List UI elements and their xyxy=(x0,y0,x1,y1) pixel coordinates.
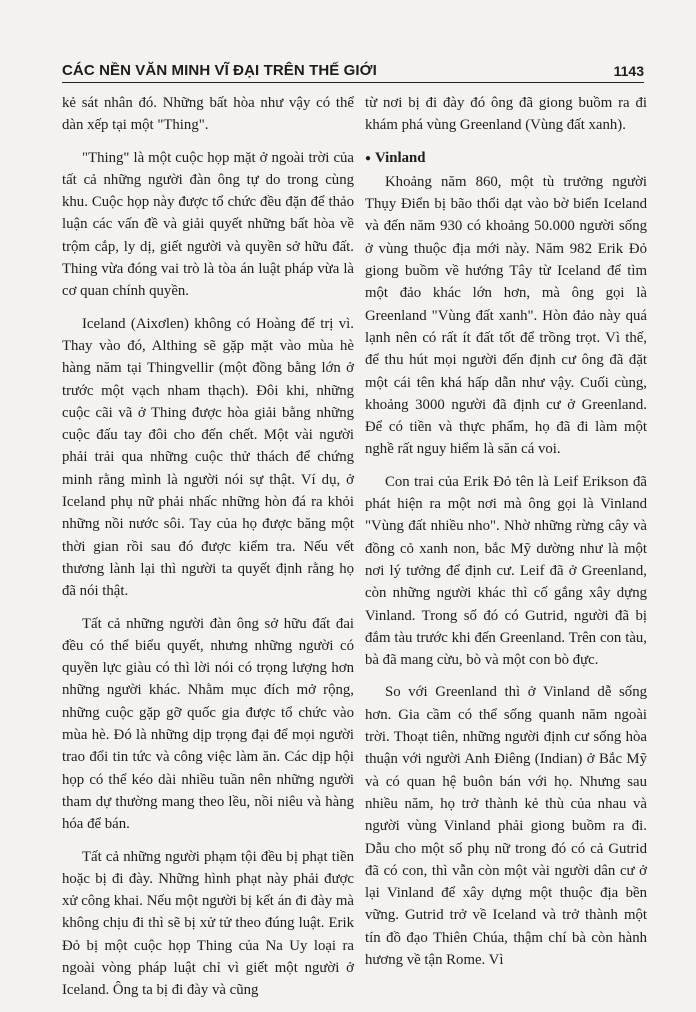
running-title: CÁC NỀN VĂN MINH VĨ ĐẠI TRÊN THẾ GIỚI xyxy=(62,62,377,79)
paragraph: Tất cả những người phạm tội đều bị phạt tiền hoặc bị đi đày. Những hình phạt này phải được xử công khai. Nếu một người bị kết án đi đày mà không chịu đi thì sẽ bị xử tử theo đúng luật. Erik Đỏ bị một cuộc họp Thing của Na Uy loại ra ngoài vòng pháp luật chỉ vì giết một người ở Iceland. Ông ta bị đi đày và cũng xyxy=(62,848,354,999)
paragraph: Con trai của Erik Đỏ tên là Leif Erikson đã phát hiện ra một nơi mà ông gọi là Vinland "Vùng đất nhiều nho". Nhờ những rừng cây và đồng cỏ xanh non, bắc Mỹ dường như là một nơi lý tưởng để định cư. Leif đã ở Greenland, còn những người khác thì cố gắng xây dựng Vinland. Trong số đó có Gutrid, người đã bị đắm tàu trước khi đến Greenland. Trên con tàu, bà đã mang cừu, bò và một con bò đực. xyxy=(365,473,647,669)
right-column xyxy=(365,92,647,981)
paragraph: Tất cả những người đàn ông sở hữu đất đai đều có thể biểu quyết, nhưng những người có quyền lực giàu có thì lời nói có trọng lượng hơn những người khác. Nhằm mục đích mở rộng, những cuộc gặp gỡ quốc gia được tổ chức vào mùa hè. Đó là những dịp trọng đại để mọi người trao đổi tin tức và công việc làm ăn. Các dịp hội họp có thể kéo dài nhiều tuần nên những người tham dự thường mang theo lều, nồi niêu và hàng hóa để bán. xyxy=(62,615,354,833)
paragraph: kẻ sát nhân đó. Những bất hòa như vậy có thể dàn xếp tại một "Thing". xyxy=(62,95,354,134)
paragraph: "Thing" là một cuộc họp mặt ở ngoài trời của tất cả những người đàn ông tự do trong cùng khu. Cuộc họp này được tổ chức đều đặn để thảo luận các vấn đề và giải quyết những bất hòa về trộm cắp, ly dị, giết người và quyền sở hữu đất. Thing vừa đóng vai trò là tòa án luật pháp vừa là cơ quan chính quyền. xyxy=(62,149,354,300)
paragraph: Iceland (Aixơlen) không có Hoàng đế trị vì. Thay vào đó, Althing sẽ gặp mặt vào mùa hè hàng năm tại Thingvellir (một đồng bằng lớn ở trước một vạch nham thạch). Đôi khi, những cuộc cãi vã ở Thing được hòa giải bằng những cuộc đấu tay đôi cho đến chết. Một vài người phải trải qua những cuộc thử thách để chứng minh rằng mình là người nói sự thật. Ví dụ, ở Iceland phụ nữ phải nhấc những hòn đá ra khỏi những nồi nước sôi. Tay của họ được băng một thời gian rồi sau đó được kiểm tra. Nếu vết thương lành lại thì người ta quyết định rằng họ đã nói thật. xyxy=(62,315,354,600)
page-header xyxy=(62,58,644,83)
paragraph: Khoảng năm 860, một tù trưởng người Thụy Điển bị bão thổi dạt vào bờ biển Iceland và đến năm 930 có khoảng 50.000 người sống ở vùng thuộc địa mới này. Năm 982 Erik Đỏ giong buồm về hướng Tây từ Iceland để tìm một đảo khác lớn hơn, mà ông gọi là Greenland "Vùng đất xanh". Hòn đảo này quá lạnh nên có rất ít đất tốt để trồng trọt. Vì thế, để thu hút mọi người đến định cư ông đã đặt một cái tên khá hấp dẫn như vậy. Cuối cùng, khoảng 3000 người đã định cư ở Greenland. Để có tiền và thực phẩm, họ đã đi làm một nghề rất nguy hiểm là săn cá voi. xyxy=(365,173,647,458)
page-number: 1143 xyxy=(613,63,644,79)
paragraph: So với Greenland thì ở Vinland dễ sống hơn. Gia cầm có thể sống quanh năm ngoài trời. Thoạt tiên, những người định cư sống hòa thuận với người Anh Điêng (Indian) ở Bắc Mỹ và có quan hệ buôn bán với họ. Nhưng sau nhiều năm, họ trở thành kẻ thù của nhau và người vùng Vinland phải giong buồm ra đi. Dẫu cho một số phụ nữ trong đó có cả Gutrid đã có con, thì vẫn còn một vài người dân cư ở lại Vinland để xây dựng một thuộc địa bền vững. Gutrid trở về Iceland và trở thành một tín đồ đạo Thiên Chúa, thậm chí bà còn hành hương về tận Rome. Vì xyxy=(365,684,647,968)
section-heading: ● Vinland xyxy=(365,147,647,171)
left-column xyxy=(62,92,354,1012)
paragraph: từ nơi bị đi đày đó ông đã giong buồm ra đi khám phá vùng Greenland (Vùng đất xanh). xyxy=(365,95,647,134)
